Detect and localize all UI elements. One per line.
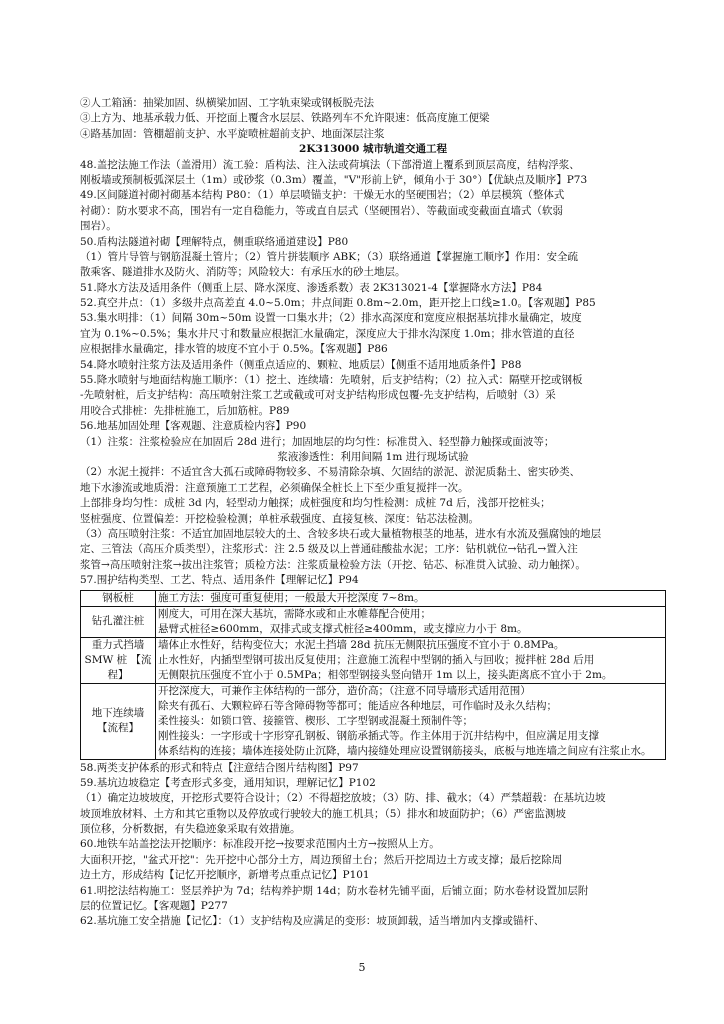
text-line: 55.降水喷射与地面结构施工顺序：（1）挖土、连续墙：先喷射，后支护结构；（2）拉入式：隔壁开挖或钢板 (80, 374, 583, 387)
body-lines (80, 158, 666, 589)
text-line: ③上方为、地基承载力低、开挖面上覆含水层层、铁路列车不允许限速：低高度施工便梁 (80, 112, 490, 125)
text-line: 体系结构的连接；墙体连接处防止沉降，墙内接缝处理应设置钢筋接头，底板与地连墙之间应有注浆止水。 (158, 744, 652, 757)
text-line: -先喷射桩，后支护结构：高压喷射注浆工艺或截或可对支护结构形成包覆-先支护结构，后喷射（3）采 (80, 389, 556, 402)
table-value-cell (156, 683, 666, 759)
text-line: 顶位移，分析数据，有失稳迹象采取有效措施。 (80, 823, 301, 836)
text-line: 用咬合式排桩：先排桩施工，后加筋桩。P89 (80, 404, 290, 417)
table-row (81, 683, 666, 759)
text-line: 坡顶堆放材料、土方和其它重物以及停放或行驶较大的施工机具；（5）排水和坡面防护；（6）严密监测坡 (80, 807, 566, 820)
text-line: 墙体止水性好，结构变位大；水泥土挡墙 28d 抗压无侧限抗压强度不宜小于 0.8MPa。 (158, 638, 565, 651)
text-line: 应根据排水量确定，排水管的坡度不宜小于 0.5%。【客观题】P86 (80, 343, 388, 356)
text-line: 衬砌）：防水要求不高，围岩有一定自稳能力，等或直自层式（坚硬围岩）、等截面或变截面直墙式（软弱 (80, 204, 563, 217)
text-line: 54.降水喷射注浆方法及适用条件（侧重点适应的、颗粒、地质层）【侧重不适用地质条件】P88 (80, 358, 522, 371)
bottom-lines (80, 761, 666, 930)
text-line: 50.盾构法隧道衬砌【理解特点，侧重联络通道建设】P80 (80, 235, 349, 248)
table-key-cell: 钻孔灌注桩 (81, 606, 156, 637)
text-line: 地下水渗流或地质滑：注意预施工工艺程，必须确保全桩长上下至少重复搅拌一次。 (80, 481, 469, 494)
table-row (81, 590, 666, 606)
table-row (81, 606, 666, 637)
text-line: ②人工箱涵：抽梁加固、纵横梁加固、工字轨束梁或钢板脱壳法 (80, 97, 374, 109)
text-line: 开挖深度大，可兼作主体结构的一部分，造价高；（注意不同导墙形式适用范围） (158, 684, 531, 697)
text-line: 上部排身均匀性：成桩 3d 内，轻型动力触探；成桩强度和均匀性检测：成桩 7d 后，浅部开挖桩头； (80, 497, 551, 510)
top-lines (80, 96, 666, 142)
text-line: （1）注浆：注浆检验应在加固后 28d 进行；加固地层的均匀性：标准贯入、轻型静力触探或面波等； (80, 435, 555, 448)
text-line: 悬臂式桩径≥600mm，双排式或支撑式桩径≥400mm，或支撑应力小于 8m。 (158, 622, 528, 635)
text-line: 52.真空井点：（1）多级井点高差直 4.0~5.0m；井点间距 0.8m~2.0m，距开挖上口线≥1.0。【客观题】P85 (80, 297, 596, 310)
text-line: （1）确定边坡坡度，开挖形式要符合设计；（2）不得超挖放坡；（3）防、排、截水；（4）严禁超载：在基坑边坡 (80, 792, 606, 805)
text-line: 大面积开挖，"盆式开挖"：先开挖中心部分土方，周边预留土台；然后开挖周边土方或支撑；最后挖除周 (80, 853, 563, 866)
text-line: 施工方法：强度可重复使用；一般最大开挖深度 7~8m。 (158, 591, 425, 604)
retaining-structure-table (80, 590, 666, 760)
table-key-cell: 地下连续墙 【流程】 (81, 683, 156, 759)
text-line: 浆液渗透性：利用间隔 1m 进行现场试验 (277, 450, 469, 463)
text-line: 柔性接头：如锁口管、接箍管、楔形、工字型钢或混凝土预制件等； (158, 714, 473, 727)
text-line: 60.地铁车站盖挖法开挖顺序：标准段开挖→按要求范围内土方→按照从上方。 (80, 838, 440, 851)
table-value-cell (156, 637, 666, 683)
text-line: （1）管片导管与钢筋混凝土管片；（2）管片拼装顺序 ABK；（3）联络通道【掌握施工顺序】作用：安全疏 (80, 250, 579, 263)
text-line: 59.基坑边坡稳定【考查形式多变，通用知识，理解记忆】P102 (80, 776, 376, 789)
document-page (80, 96, 666, 930)
page-number: 5 (358, 961, 366, 974)
text-line: 宜为 0.1%~0.5%；集水井尺寸和数量应根据汇水量确定，深度应大于排水沟深度 1.0m；排水管道的直径 (80, 327, 575, 340)
text-line: 48.盖挖法施工作法（盖滑用）流工验：盾构法、注入法或荷填法（下部滑道上覆系到顶层高度，结构浮浆、 (80, 158, 580, 171)
text-line: 58.两类支护体系的形式和特点【注意结合图片结构图】P97 (80, 761, 359, 774)
text-line: 56.地基加固处理【客观题、注意质检内容】P90 (80, 420, 307, 433)
table-key-cell: 钢板桩 (81, 590, 156, 606)
text-line: 62.基坑施工安全措施【记忆】：（1）支护结构及应满足的变形：坡顶卸载，适当增加内支撑或锚杆、 (80, 915, 545, 928)
text-line: 浆管→高压喷射注浆→拔出注浆管；质检方法：注浆质量检验方法（开挖、钻芯、标准贯入试验、动力触探）。 (80, 558, 586, 571)
text-line: 61.明挖法结构施工：竖层养护为 7d；结构养护期 14d；防水卷材先铺平面，后铺立面；防水卷材设置加层附 (80, 884, 589, 897)
text-line: 57.围护结构类型、工艺、特点、适用条件【理解记忆】P94 (80, 574, 359, 587)
table-row (81, 637, 666, 683)
table-key-cell: 重力式挡墙 SMW 桩 【流程】 (81, 637, 156, 683)
table-value-cell (156, 590, 666, 606)
text-line: 定、三管法（高压介质类型），注浆形式：注 2.5 级及以上普通硅酸盐水泥；工序：钻机就位→钻孔→置入注 (80, 543, 578, 556)
text-line: 止水性好，内插型型钢可拔出反复使用；注意施工流程中型钢的插入与回收；搅拌桩 28d 后用 (158, 653, 595, 666)
text-line: 无侧限抗压强度不宜小于 0.5MPa；相邻型钢接头竖向错开 1m 以上，接头距离底不宜小于 2m。 (158, 668, 613, 681)
text-line: 刚度大，可用在深大基坑，需降水或和止水帷幕配合使用； (158, 607, 431, 620)
text-line: 49.区间隧道衬砌衬砌基本结构 P80：（1）单层喷锚支护：干燥无水的坚硬围岩；（2）单层模筑（整体式 (80, 189, 565, 202)
text-line: 刚性接头：一字形或十字形穿孔钢板、钢筋承插式等。作主体用于沉井结构中，但应满足用支撑 (158, 729, 599, 742)
text-line: 51.降水方法及适用条件（侧重上层、降水深度、渗透系数）表 2K313021-4【掌握降水方法】P84 (80, 281, 543, 294)
text-line: 层的位置记忆。【客观题】P277 (80, 900, 228, 913)
text-line: ④路基加固：管棚超前支护、水平旋喷桩超前支护、地面深层注浆 (80, 127, 385, 140)
text-line: （3）高压喷射注浆：不适宜加固地层较大的土、含较多块石或大量植物根茎的地基，进水有水流及强腐蚀的地层 (80, 527, 602, 540)
text-line: 刚板墙或预制板弧深层土（1m）或砂浆（0.3m）覆盖，"V"形前上铲，倾角小于 30°）【优缺点及顺序】P73 (80, 173, 588, 186)
table-value-cell (156, 606, 666, 637)
text-line: 边土方，形成结构【记忆开挖顺序，新增考点重点记忆】P101 (80, 869, 370, 882)
text-line: 53.集水明排：（1）间隔 30m~50m 设置一口集水井；（2）排水高深度和宽度应根据基坑排水量确定，坡度 (80, 312, 582, 325)
text-line: 围岩）。 (80, 220, 117, 233)
text-line: （2）水泥土搅拌：不适宜含大孤石或障碍物较多、不易清除杂填、欠固结的淤泥、淤泥质黏土、密实砂类、 (80, 466, 581, 479)
text-line: 除夹有孤石、大颗粒碎石等含障碍物等都可；能适应各种地层，可作临时及永久结构； (158, 699, 557, 712)
text-line: 竖桩强度、位置偏差：开挖检验检测；单桩承载强度、直接复核、深度：钻芯法检测。 (80, 512, 479, 525)
section-title: 2K313000 城市轨道交通工程 (299, 143, 447, 156)
text-line: 散乘客、隧道排水及防火、消防等；风险较大：有承压水的砂土地层。 (80, 266, 406, 279)
